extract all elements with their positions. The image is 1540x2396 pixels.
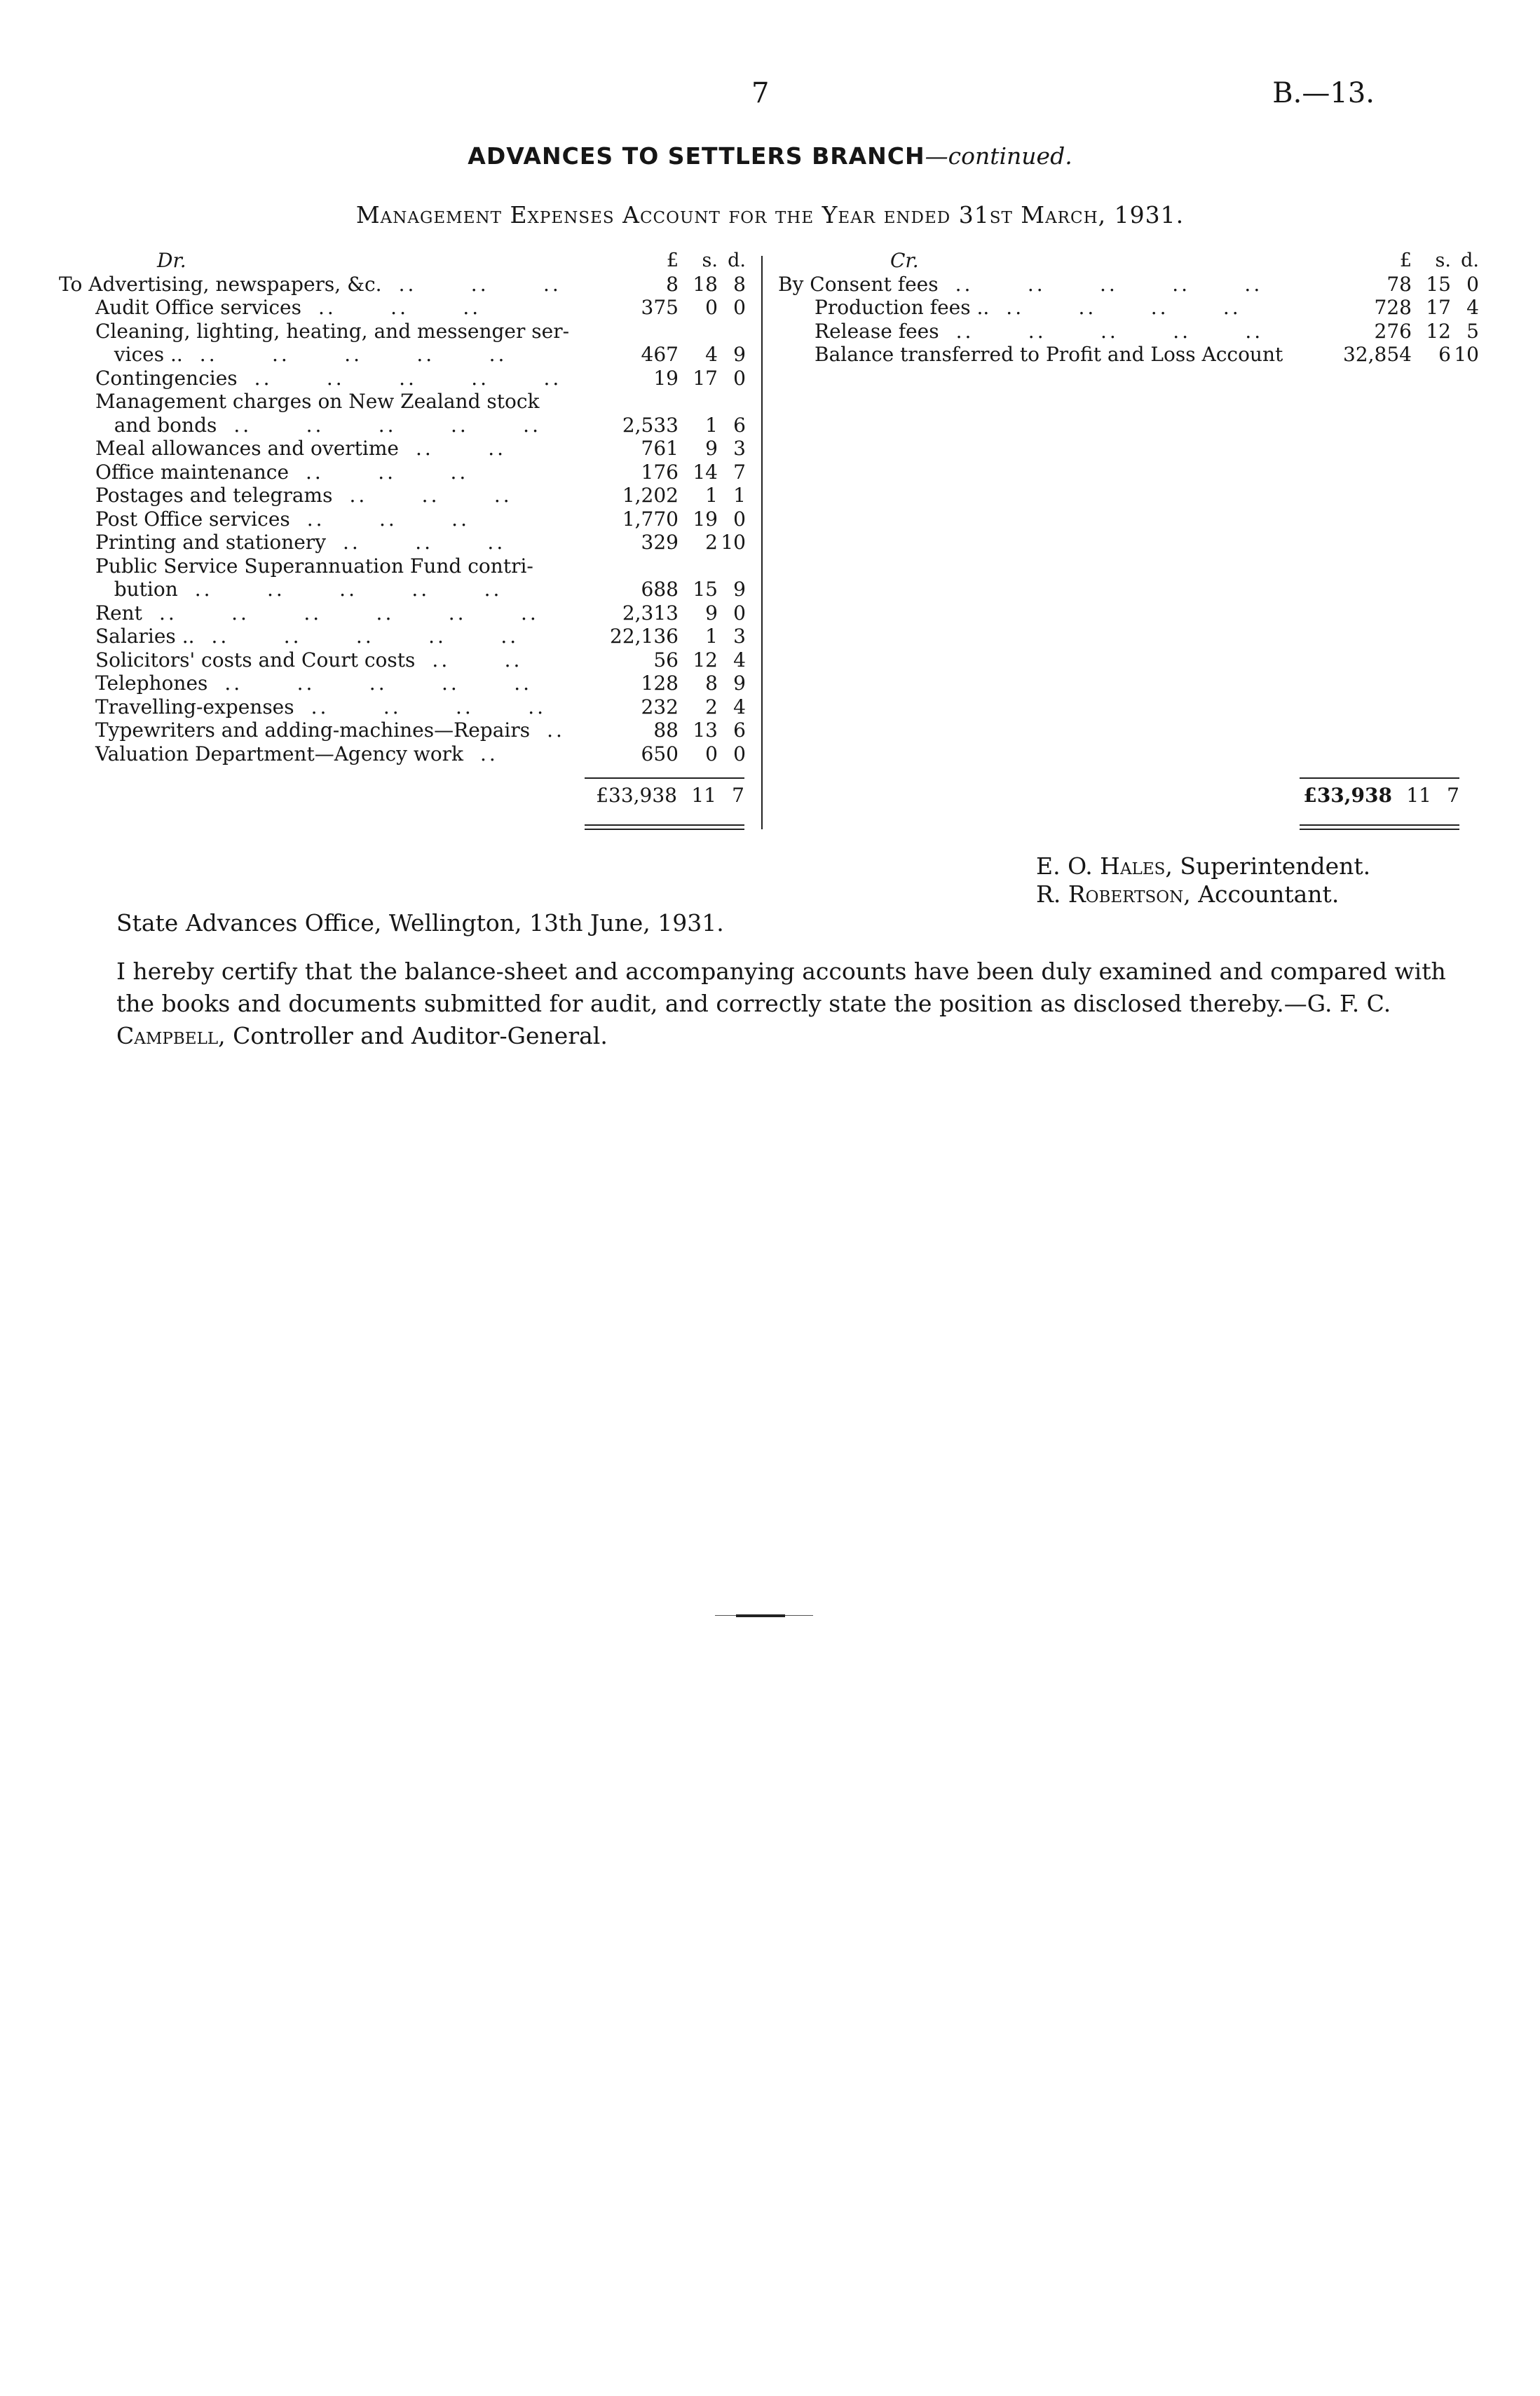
entry-description <box>59 672 532 695</box>
amount-shillings: 2 <box>705 531 718 554</box>
dot-leaders: .. .. <box>432 648 523 672</box>
debit-entry <box>59 508 746 531</box>
amount-shillings: 12 <box>693 648 718 672</box>
entry-text: Management charges on New Zealand stock <box>95 390 540 413</box>
amount-pence: 3 <box>733 437 746 460</box>
credit-entry <box>778 296 1479 320</box>
amount-pounds: 19 <box>653 366 679 390</box>
entry-description <box>59 414 541 437</box>
dot-leaders: .. .. .. <box>318 296 482 319</box>
amount-pounds: 2,533 <box>622 413 679 437</box>
debit-entry <box>59 367 746 390</box>
debit-entry <box>59 601 746 625</box>
dot-leaders: .. .. <box>415 437 506 460</box>
signatory-name: R. Robertson <box>1036 880 1184 908</box>
amount-pounds: 1,770 <box>622 507 679 531</box>
entry-text: and bonds <box>95 413 217 437</box>
debit-entry <box>59 390 746 414</box>
dot-leaders: .. .. .. .. <box>1006 296 1241 319</box>
pence-header: d. <box>1461 250 1479 271</box>
dot-leaders: .. <box>480 742 498 765</box>
entry-text: Salaries .. <box>95 625 195 648</box>
dot-leaders: .. .. .. .. .. <box>955 319 1264 343</box>
amount-pence: 0 <box>733 507 746 531</box>
dot-leaders: .. .. .. .. .. <box>211 625 519 648</box>
amount-pounds: 176 <box>641 460 679 484</box>
debit-header <box>59 249 746 273</box>
entry-text: Post Office services <box>95 507 290 531</box>
credit-entry <box>778 343 1479 367</box>
debit-entry <box>59 554 746 578</box>
entry-text: Contingencies <box>95 366 238 390</box>
entry-description <box>59 508 470 531</box>
debit-entry <box>59 742 746 766</box>
amount-pence: 10 <box>721 531 746 554</box>
entry-description <box>59 343 507 366</box>
amount-pence: 5 <box>1466 319 1479 343</box>
amount-pence: 3 <box>733 625 746 648</box>
amount-pence: 10 <box>1454 343 1479 366</box>
debit-entry <box>59 625 746 648</box>
entry-text: Solicitors' costs and Court costs <box>95 648 416 672</box>
amount-pounds: 650 <box>641 742 679 765</box>
dot-leaders: .. .. .. .. <box>311 695 547 719</box>
amount-pounds: 276 <box>1374 319 1412 343</box>
signatory-role: , Superintendent. <box>1165 852 1371 880</box>
entry-description <box>59 320 569 343</box>
entry-text: Travelling-expenses <box>95 695 294 719</box>
entry-prefix: By <box>778 272 810 296</box>
entry-text: Public Service Superannuation Fund contri- <box>95 554 533 578</box>
amount-shillings: 9 <box>705 601 718 625</box>
entry-text: Telephones <box>95 672 208 695</box>
debit-entry <box>59 320 746 343</box>
debit-entry <box>59 437 746 461</box>
entry-description <box>59 719 565 742</box>
amount-pence: 9 <box>733 343 746 366</box>
entry-text: Printing and stationery <box>95 531 327 554</box>
credit-total-shillings: 11 <box>1406 784 1431 807</box>
debit-entry <box>59 343 746 367</box>
amount-pence: 9 <box>733 672 746 695</box>
dot-leaders: .. <box>547 719 565 742</box>
amount-pounds: 1,202 <box>622 484 679 507</box>
dot-leaders: .. .. .. <box>306 460 469 484</box>
amount-pence: 6 <box>733 413 746 437</box>
entry-description <box>59 461 468 484</box>
total-rule <box>1300 777 1459 779</box>
amount-pounds: 329 <box>641 531 679 554</box>
entry-text: Cleaning, lighting, heating, and messenger ser- <box>95 319 570 343</box>
shillings-header: s. <box>702 250 718 271</box>
amount-shillings: 14 <box>693 460 718 484</box>
entry-text: Office maintenance <box>95 460 289 484</box>
entry-description <box>59 554 533 578</box>
signatory-name: E. O. Hales <box>1036 852 1166 880</box>
entry-text: Consent fees <box>810 272 939 296</box>
dot-leaders: .. .. .. .. .. <box>233 413 541 437</box>
debit-rows <box>59 273 746 766</box>
entry-prefix: To <box>59 272 89 296</box>
amount-pence: 7 <box>733 460 746 484</box>
entry-description <box>59 531 505 554</box>
entry-description <box>778 296 1241 319</box>
entry-description <box>59 601 539 625</box>
amount-shillings: 0 <box>705 742 718 765</box>
amount-pounds: 761 <box>641 437 679 460</box>
amount-pence: 4 <box>1466 296 1479 319</box>
amount-pence: 0 <box>733 601 746 625</box>
amount-shillings: 18 <box>693 272 718 296</box>
dot-leaders: .. .. .. <box>306 507 470 531</box>
amount-shillings: 6 <box>1438 343 1451 366</box>
debit-side <box>59 249 746 765</box>
auditor-name: G. F. C. Campbell <box>116 990 1391 1049</box>
signatory-role: , Accountant. <box>1183 880 1340 908</box>
entry-text: Typewriters and adding-machines—Repairs <box>95 719 531 742</box>
entry-description <box>59 273 561 296</box>
amount-shillings: 1 <box>705 413 718 437</box>
signatory-accountant <box>1036 880 1339 908</box>
credit-rows <box>778 273 1479 367</box>
entry-text: Postages and telegrams <box>95 484 333 507</box>
amount-pounds: 56 <box>653 648 679 672</box>
amount-pounds: 32,854 <box>1343 343 1412 366</box>
amount-shillings: 13 <box>693 719 718 742</box>
debit-total-pence: 7 <box>732 784 744 807</box>
entry-description <box>59 296 481 319</box>
entry-description <box>59 625 519 648</box>
credit-total <box>1304 784 1459 809</box>
amount-shillings: 9 <box>705 437 718 460</box>
amount-pence: 0 <box>733 296 746 319</box>
dot-leaders: .. .. .. <box>349 484 512 507</box>
entry-text: Meal allowances and overtime <box>95 437 399 460</box>
branch-title <box>0 142 1540 170</box>
entry-text: vices .. <box>95 343 183 366</box>
debit-total <box>589 784 744 809</box>
pence-header: d. <box>728 250 746 271</box>
amount-shillings: 15 <box>693 578 718 601</box>
entry-text: bution <box>95 578 178 601</box>
amount-shillings: 4 <box>705 343 718 366</box>
entry-description <box>778 343 1283 366</box>
amount-pence: 9 <box>733 578 746 601</box>
debit-entry <box>59 578 746 601</box>
amount-shillings: 12 <box>1426 319 1451 343</box>
amount-shillings: 19 <box>693 507 718 531</box>
amount-shillings: 1 <box>705 484 718 507</box>
amount-pence: 4 <box>733 648 746 672</box>
debit-entry <box>59 461 746 484</box>
amount-pence: 0 <box>733 742 746 765</box>
total-double-rule <box>585 824 744 830</box>
entry-description <box>778 273 1262 296</box>
amount-shillings: 8 <box>705 672 718 695</box>
document-reference: B.—13. <box>1272 77 1375 109</box>
dot-leaders: .. .. .. .. .. <box>955 272 1263 296</box>
entry-description <box>59 367 561 390</box>
entry-text: Advertising, newspapers, &c. <box>88 272 382 296</box>
amount-shillings: 15 <box>1426 272 1451 296</box>
amount-pence: 0 <box>1466 272 1479 296</box>
entry-description <box>59 578 502 601</box>
amount-pounds: 22,136 <box>610 625 679 648</box>
column-divider <box>761 256 763 829</box>
end-rule-thick <box>736 1614 785 1617</box>
entry-text: Production fees .. <box>815 296 990 319</box>
auditor-title: , Controller and Auditor-General. <box>218 1022 608 1049</box>
debit-label: Dr. <box>157 249 186 272</box>
credit-total-pence: 7 <box>1447 784 1459 807</box>
dot-leaders: .. .. .. .. .. .. <box>158 601 539 625</box>
entry-text: Release fees <box>815 319 939 343</box>
debit-entry <box>59 695 746 719</box>
amount-pounds: 128 <box>641 672 679 695</box>
pounds-header: £ <box>1399 250 1412 271</box>
amount-pounds: 375 <box>641 296 679 319</box>
entry-description <box>59 437 506 460</box>
signatory-superintendent <box>1036 852 1370 880</box>
credit-label: Cr. <box>890 249 919 272</box>
amount-pence: 8 <box>733 272 746 296</box>
debit-total-shillings: 11 <box>691 784 716 807</box>
entry-text: Balance transferred to Profit and Loss Account <box>815 343 1283 366</box>
amount-pounds: 728 <box>1374 296 1412 319</box>
credit-side <box>778 249 1479 367</box>
debit-entry <box>59 719 746 742</box>
amount-pounds: 8 <box>666 272 679 296</box>
entry-text: Valuation Department—Agency work <box>95 742 464 765</box>
amount-pence: 4 <box>733 695 746 719</box>
credit-header <box>778 249 1479 273</box>
branch-title-continued: —continued. <box>925 142 1072 170</box>
amount-pence: 1 <box>733 484 746 507</box>
entry-description <box>59 648 522 672</box>
place-and-date: State Advances Office, Wellington, 13th June, 1931. <box>116 909 724 937</box>
dot-leaders: .. .. .. <box>343 531 506 554</box>
amount-pounds: 78 <box>1386 272 1412 296</box>
total-rule <box>585 777 744 779</box>
dot-leaders: .. .. .. .. .. <box>254 366 562 390</box>
shillings-header: s. <box>1435 250 1451 271</box>
dot-leaders: .. .. .. <box>398 272 561 296</box>
amount-pence: 6 <box>733 719 746 742</box>
amount-pounds: 688 <box>641 578 679 601</box>
pounds-header: £ <box>666 250 679 271</box>
dot-leaders: .. .. .. .. .. <box>199 343 507 366</box>
amount-pounds: 88 <box>653 719 679 742</box>
amount-shillings: 17 <box>693 366 718 390</box>
entry-text: Rent <box>95 601 142 625</box>
audit-certification <box>116 955 1459 1052</box>
entry-description <box>59 484 512 507</box>
amount-shillings: 17 <box>1426 296 1451 319</box>
page-number: 7 <box>751 77 770 109</box>
debit-entry <box>59 414 746 437</box>
total-double-rule <box>1300 824 1459 830</box>
end-rule <box>715 1614 813 1617</box>
entry-description <box>59 390 540 413</box>
credit-total-pounds: £33,938 <box>1303 784 1392 807</box>
amount-shillings: 1 <box>705 625 718 648</box>
credit-entry <box>778 320 1479 343</box>
certification-text: I hereby certify that the balance-sheet and accompanying accounts have been duly examined and compared with the books and documents submitted for audit, and correctly state the position as disclosed thereby.— <box>116 958 1446 1017</box>
amount-pounds: 232 <box>641 695 679 719</box>
dot-leaders: .. .. .. .. .. <box>194 578 503 601</box>
dot-leaders: .. .. .. .. .. <box>224 672 533 695</box>
credit-entry <box>778 273 1479 297</box>
amount-pence: 0 <box>733 366 746 390</box>
entry-description <box>59 695 546 719</box>
entry-description <box>59 742 498 765</box>
debit-entry <box>59 484 746 508</box>
debit-entry <box>59 672 746 695</box>
amount-pounds: 467 <box>641 343 679 366</box>
debit-total-pounds: £33,938 <box>596 784 677 807</box>
amount-pounds: 2,313 <box>622 601 679 625</box>
entry-description <box>778 320 1263 343</box>
entry-text: Audit Office services <box>95 296 301 319</box>
debit-entry <box>59 296 746 320</box>
account-title: Management Expenses Account for the Year ended 31st March, 1931. <box>355 201 1185 229</box>
branch-title-text: ADVANCES TO SETTLERS BRANCH <box>468 142 925 170</box>
debit-entry <box>59 648 746 672</box>
amount-shillings: 2 <box>705 695 718 719</box>
debit-entry <box>59 531 746 554</box>
debit-entry <box>59 273 746 297</box>
amount-shillings: 0 <box>705 296 718 319</box>
